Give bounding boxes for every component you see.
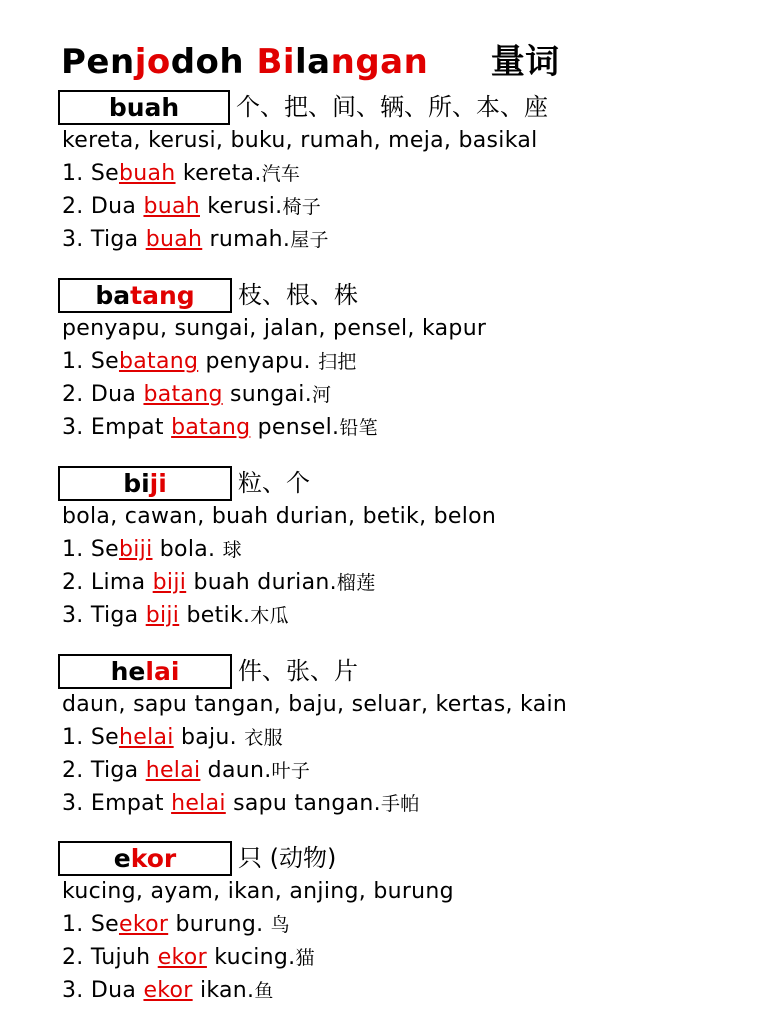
title-seg: Pen: [61, 42, 135, 82]
example-line: 1. Sehelai baju. 衣服: [62, 725, 283, 750]
example-line: 3. Dua ekor ikan.鱼: [62, 978, 274, 1003]
measure-word-box: buah: [58, 90, 230, 125]
chinese-meaning: 个、把、间、辆、所、本、座: [236, 93, 548, 121]
example-line: 1. Sebuah kereta.汽车: [62, 161, 301, 186]
example-line: 3. Tiga biji betik.木瓜: [62, 603, 289, 628]
example-line: 3. Empat helai sapu tangan.手帕: [62, 791, 420, 816]
example-line: 1. Seekor burung. 鸟: [62, 912, 290, 937]
chinese-meaning: 件、张、片: [238, 657, 358, 685]
example-line: 2. Dua batang sungai.河: [62, 382, 332, 407]
example-line: 2. Lima biji buah durian.榴莲: [62, 570, 376, 595]
example-line: 1. Sebatang penyapu. 扫把: [62, 349, 357, 374]
noun-list: daun, sapu tangan, baju, seluar, kertas, kain: [62, 692, 568, 717]
page-title: [61, 34, 560, 83]
example-line: 1. Sebiji bola. 球: [62, 537, 242, 562]
title-seg: jo: [134, 42, 171, 82]
measure-word-box: biji: [58, 466, 232, 501]
title-seg: Bi: [256, 42, 296, 82]
chinese-meaning: 只 (动物): [238, 844, 337, 872]
example-line: 2. Tujuh ekor kucing.猫: [62, 945, 315, 970]
example-line: 3. Tiga buah rumah.屋子: [62, 227, 329, 252]
example-line: 3. Empat batang pensel.铅笔: [62, 415, 378, 440]
example-line: 2. Dua buah kerusi.椅子: [62, 194, 322, 219]
example-line: 2. Tiga helai daun.叶子: [62, 758, 311, 783]
noun-list: bola, cawan, buah durian, betik, belon: [62, 504, 497, 529]
noun-list: penyapu, sungai, jalan, pensel, kapur: [62, 316, 487, 341]
chinese-meaning: 粒、个: [238, 469, 310, 497]
chinese-meaning: 枝、根、株: [238, 281, 358, 309]
noun-list: kucing, ayam, ikan, anjing, burung: [62, 879, 454, 904]
measure-word-box: ekor: [58, 841, 232, 876]
title-chinese: 量词: [490, 42, 560, 82]
title-seg: ngan: [330, 42, 429, 82]
title-seg: la: [295, 42, 331, 82]
noun-list: kereta, kerusi, buku, rumah, meja, basikal: [62, 128, 538, 153]
title-seg: doh: [170, 42, 257, 82]
measure-word-box: helai: [58, 654, 232, 689]
measure-word-box: batang: [58, 278, 232, 313]
